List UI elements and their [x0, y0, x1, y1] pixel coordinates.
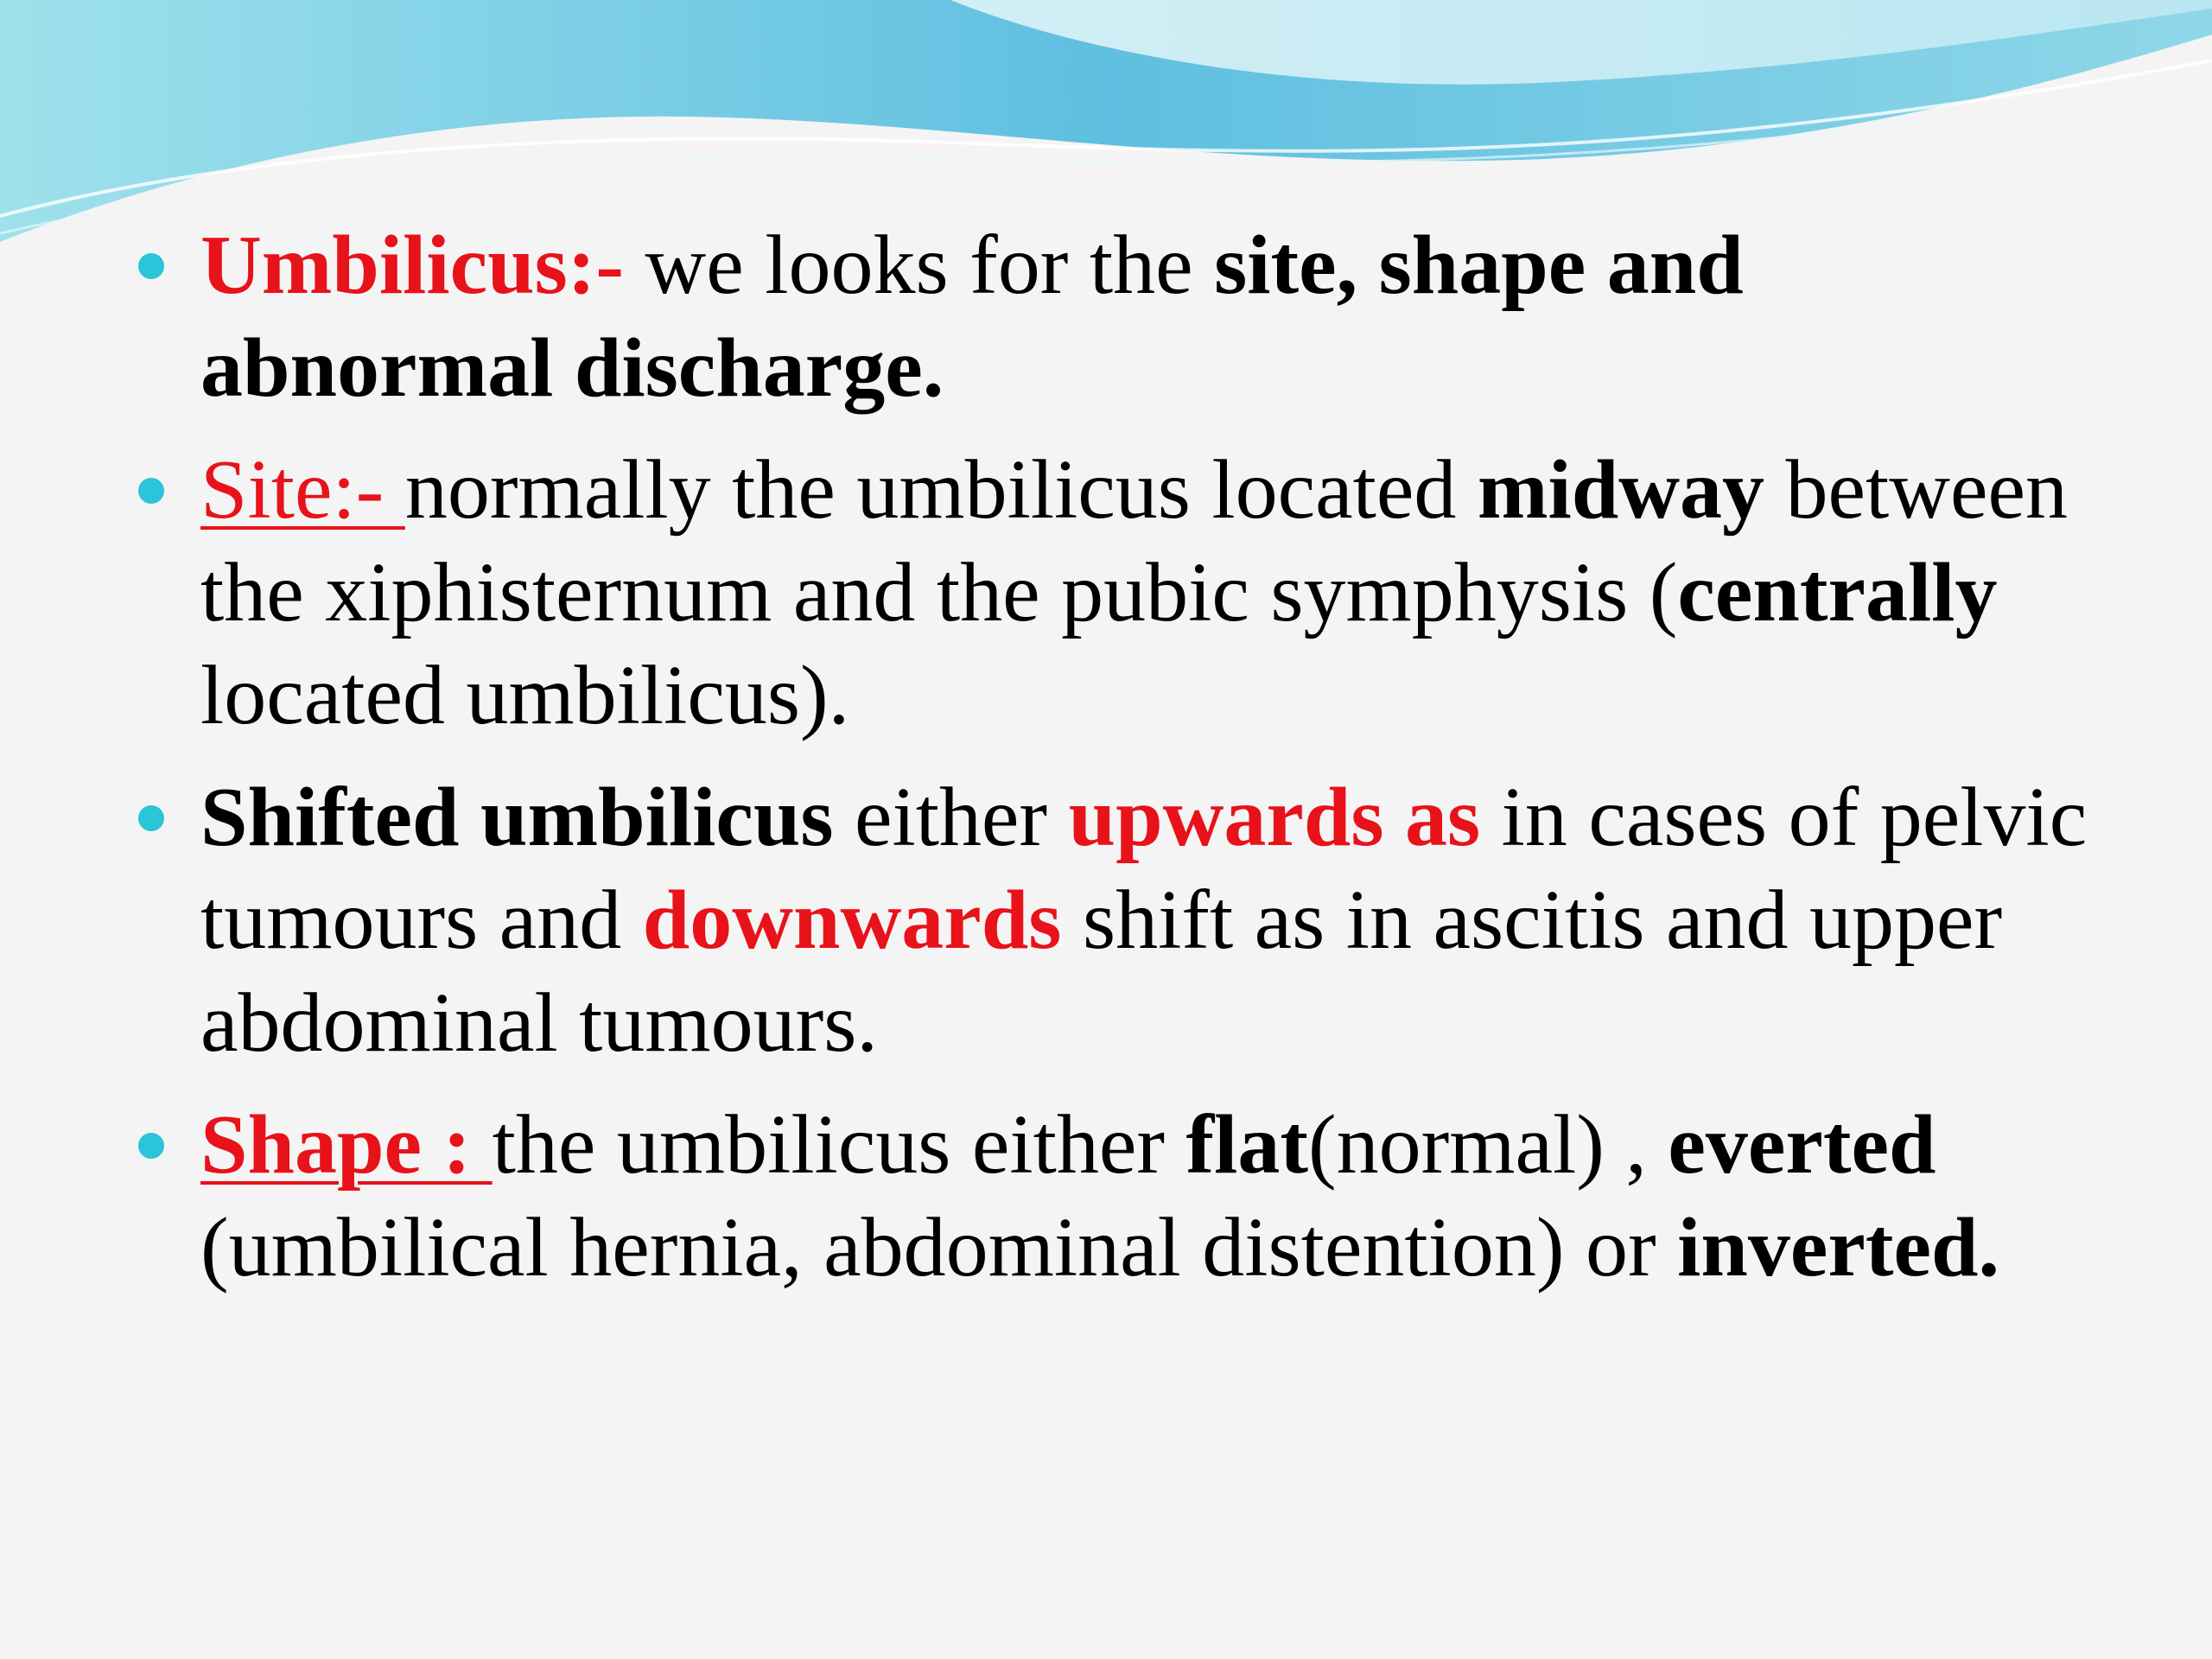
bullet-shape: [138, 1094, 2091, 1300]
text-run: (umbilical hernia, abdominal distention) or: [200, 1201, 1678, 1294]
term-shape: Shape :: [200, 1098, 493, 1192]
text-run: the umbilicus either: [492, 1098, 1186, 1192]
emphasis-downwards: downwards: [642, 874, 1062, 967]
text-run: we looks for the: [624, 219, 1215, 312]
bullet-dot-icon: [138, 805, 164, 831]
text-run: shift as in ascitis and upper abdominal tumours.: [200, 874, 2003, 1070]
bullet-shifted-umbilicus: [138, 766, 2091, 1075]
emphasis-flat: flat: [1185, 1098, 1308, 1192]
text-run: either: [833, 771, 1069, 864]
emphasis-run: midway: [1477, 443, 1764, 537]
bullet-list: [138, 214, 2091, 1300]
bullet-dot-icon: [138, 478, 164, 504]
text-run: in cases of pelvic tumours and: [200, 771, 2088, 967]
text-run: located umbilicus).: [200, 649, 850, 742]
text-run: (normal) ,: [1308, 1098, 1669, 1192]
term-site: Site:-: [200, 443, 405, 537]
term-shifted-umbilicus: Shifted umbilicus: [200, 771, 834, 864]
term-umbilicus: Umbilicus:-: [200, 219, 624, 312]
emphasis-run: centrally: [1677, 546, 1998, 639]
bullet-site: [138, 439, 2091, 747]
emphasis-run: site, shape and abnormal discharge.: [200, 219, 1744, 415]
bullet-dot-icon: [138, 1133, 164, 1159]
bullet-dot-icon: [138, 253, 164, 279]
text-run: normally the umbilicus located: [404, 443, 1478, 537]
slide-content: [138, 214, 2091, 1319]
emphasis-upwards: upwards as: [1068, 771, 1481, 864]
emphasis-inverted: inverted.: [1677, 1201, 1999, 1294]
text-run: between the xiphisternum and the pubic symphysis (: [200, 443, 2068, 639]
bullet-umbilicus: [138, 214, 2091, 420]
emphasis-everted: everted: [1668, 1098, 1936, 1192]
